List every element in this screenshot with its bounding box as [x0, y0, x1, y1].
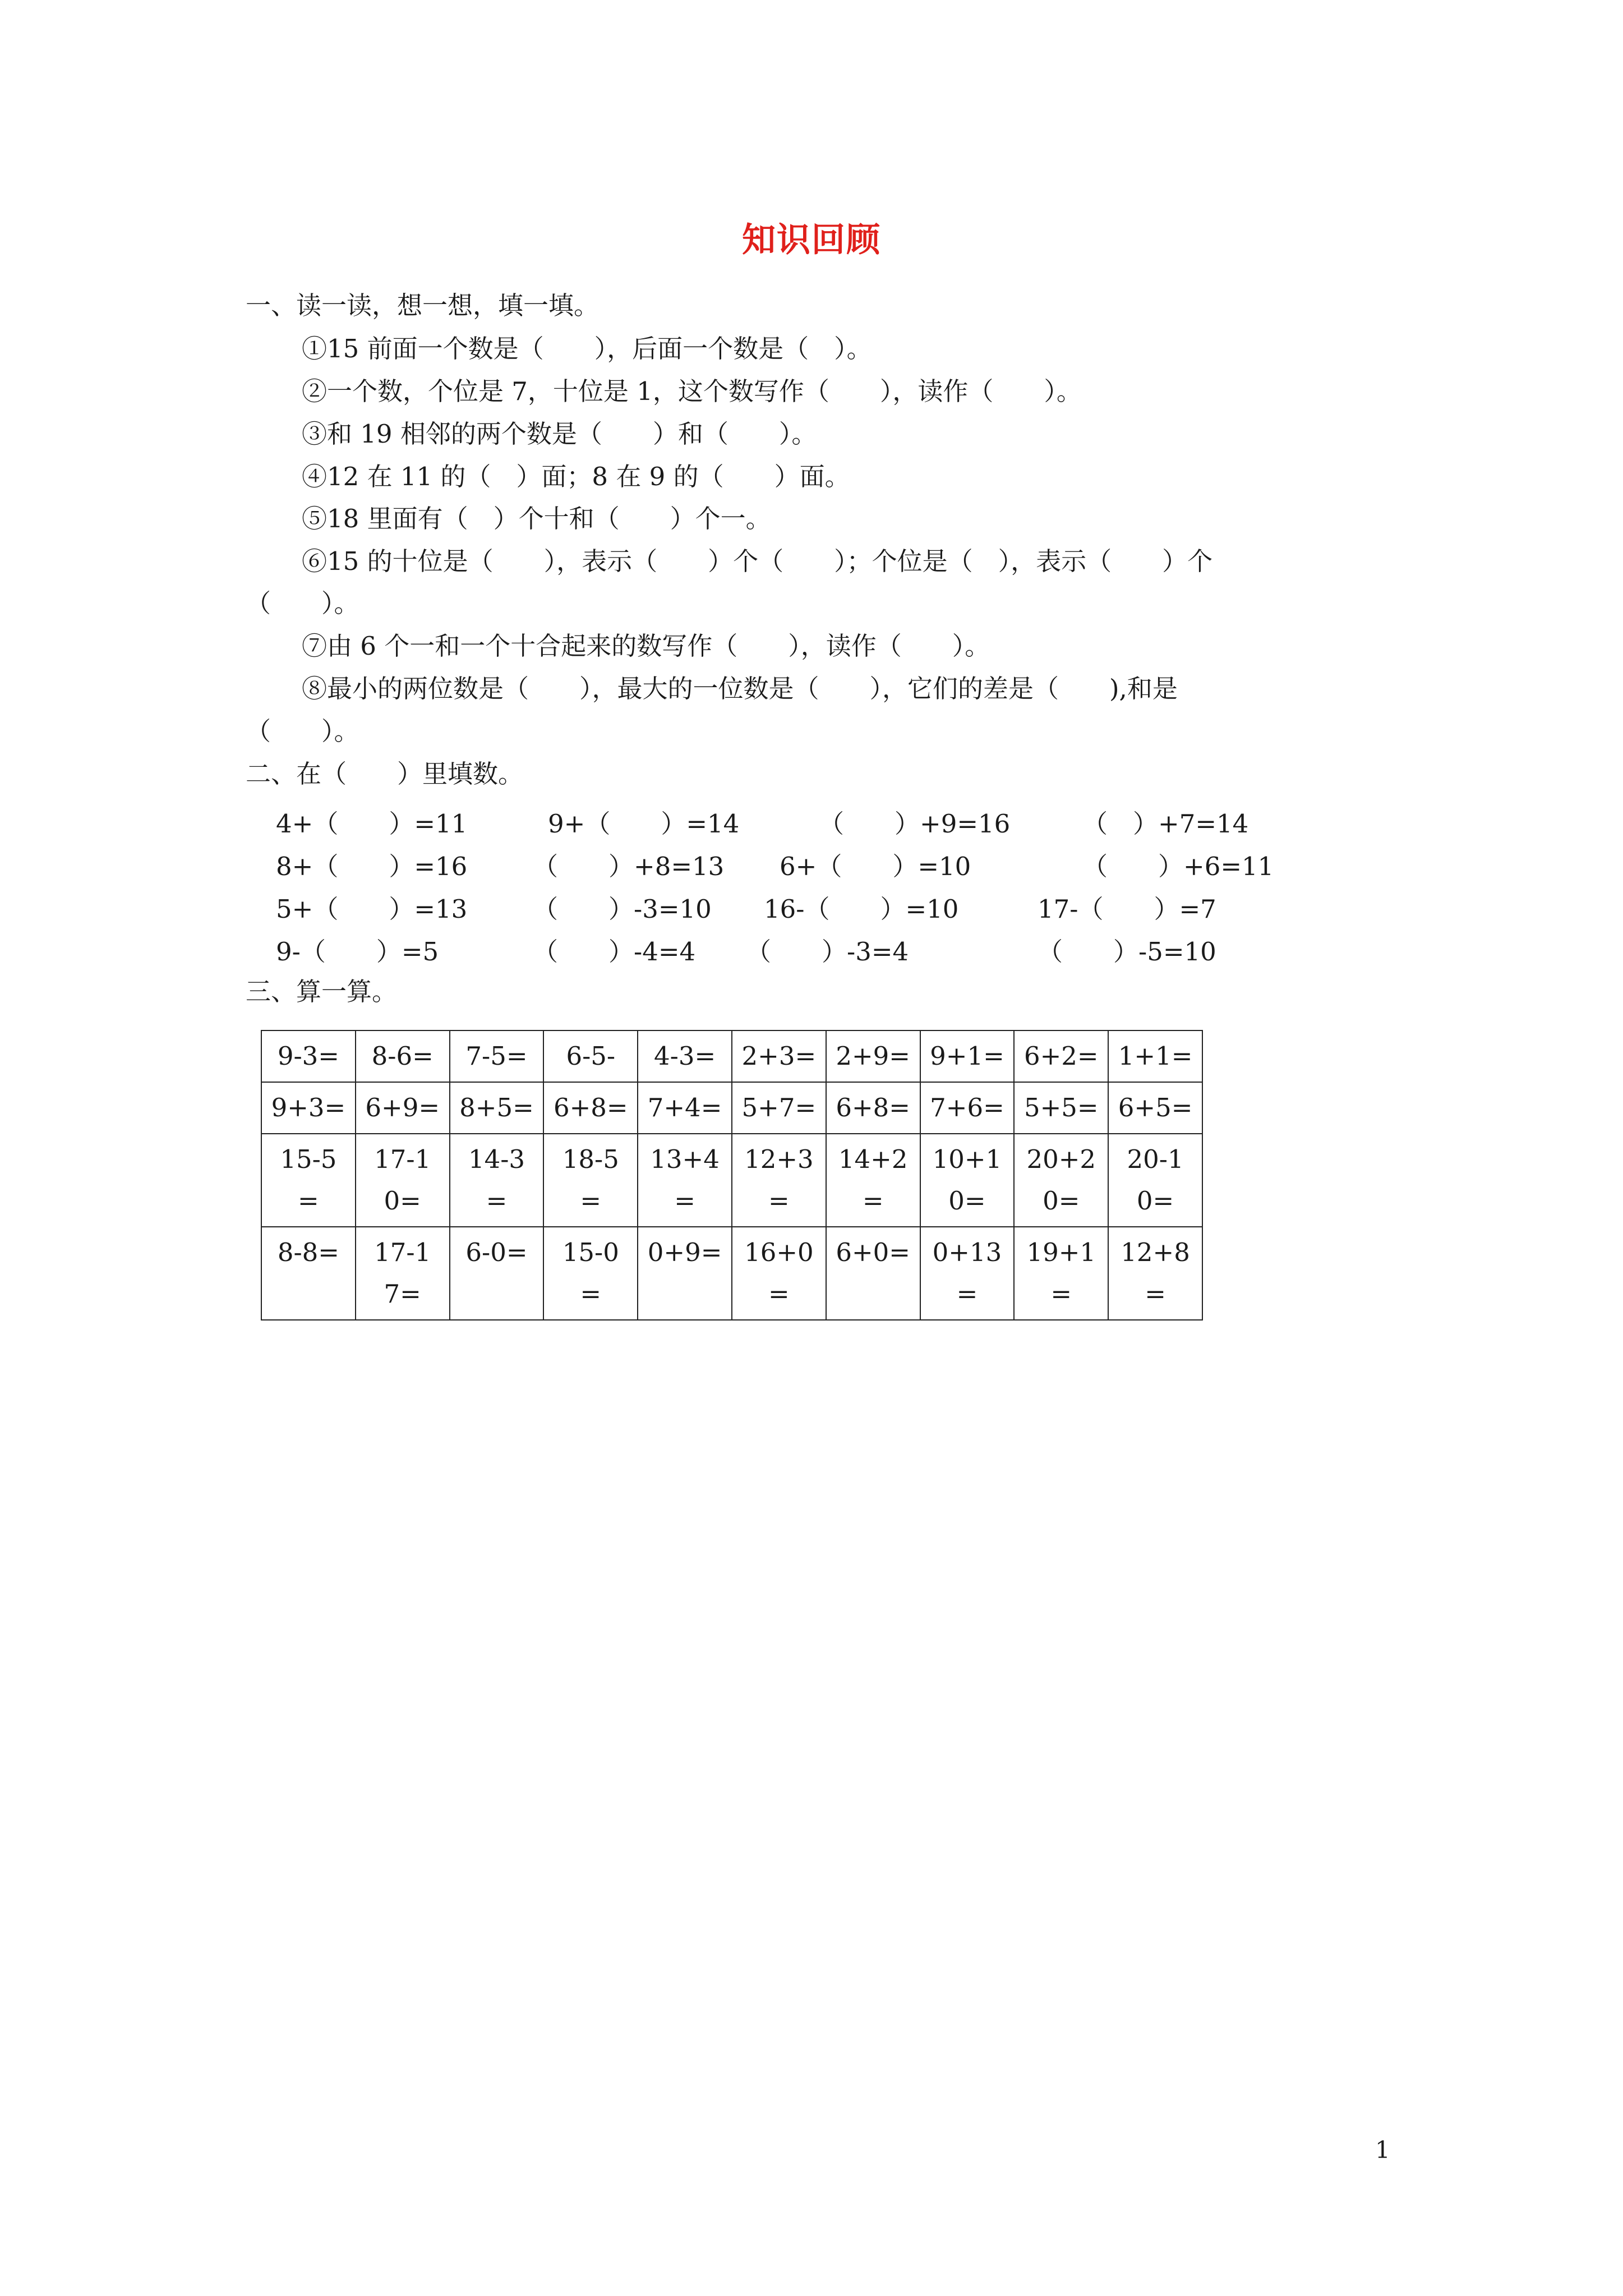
equation: （ ）+7=14 [1082, 809, 1249, 839]
cell-line: = [768, 1186, 790, 1216]
equation: （ ）-4=4 [533, 937, 696, 967]
cell-line: 14-3 [468, 1144, 525, 1174]
cell-line: = [580, 1279, 602, 1309]
cell-line: = [1145, 1279, 1166, 1309]
table-cell [1014, 1134, 1108, 1227]
cell-line: = [1050, 1279, 1072, 1309]
table-cell [261, 1082, 356, 1134]
cell-line: 2+9= [836, 1041, 911, 1071]
table-cell [920, 1030, 1015, 1082]
cell-line: 12+8 [1121, 1237, 1190, 1267]
cell-line: 16+0 [744, 1237, 814, 1267]
equation: 8+（ ）=16 [276, 852, 468, 881]
cell-line: 7+6= [930, 1093, 1004, 1122]
table-cell [450, 1082, 544, 1134]
table-row [261, 1030, 1202, 1082]
table-cell [638, 1082, 732, 1134]
table-cell [1108, 1030, 1202, 1082]
table-cell [1108, 1227, 1202, 1320]
table-cell [356, 1134, 450, 1227]
question-6-continued: （ ）。 [246, 588, 359, 618]
question-4: ④12 在 11 的（ ）面；8 在 9 的（ ）面。 [302, 462, 850, 491]
question-7: ⑦由 6 个一和一个十合起来的数写作（ ），读作（ ）。 [302, 631, 990, 661]
table-cell [920, 1134, 1015, 1227]
cell-line: = [580, 1186, 602, 1216]
cell-line: 6+5= [1118, 1093, 1193, 1122]
table-cell [1014, 1030, 1108, 1082]
cell-line: 20-1 [1127, 1144, 1184, 1174]
table-cell [543, 1030, 638, 1082]
equation: 17-（ ）=7 [1038, 894, 1216, 924]
calculation-table [261, 1030, 1203, 1320]
table-cell [638, 1134, 732, 1227]
table-cell [920, 1227, 1015, 1320]
cell-line: 0= [1136, 1186, 1174, 1216]
table-cell [543, 1227, 638, 1320]
cell-line: 8-8= [277, 1237, 339, 1267]
cell-line: 6-0= [465, 1237, 528, 1267]
cell-line: 2+3= [741, 1041, 817, 1071]
equation: （ ）+8=13 [533, 852, 725, 881]
table-cell [826, 1227, 920, 1320]
cell-line: 18-5 [562, 1144, 619, 1174]
cell-line: 0+9= [647, 1237, 722, 1267]
question-5: ⑤18 里面有（ ）个十和（ ）个一。 [302, 504, 771, 533]
cell-line: 13+4 [650, 1144, 720, 1174]
question-6: ⑥15 的十位是（ ），表示（ ）个（ ）；个位是（ ），表示（ ）个 [302, 546, 1213, 576]
cell-line: 6+2= [1023, 1041, 1099, 1071]
section-1-heading: 一、读一读，想一想，填一填。 [246, 291, 600, 320]
cell-line: 4-3= [654, 1041, 716, 1071]
cell-line: = [862, 1186, 884, 1216]
cell-line: 0= [948, 1186, 986, 1216]
table-cell [356, 1082, 450, 1134]
cell-line: 1+1= [1118, 1041, 1193, 1071]
table-cell [261, 1030, 356, 1082]
equation: （ ）+6=11 [1082, 852, 1274, 881]
table-cell [920, 1082, 1015, 1134]
question-8: ⑧最小的两位数是（ ），最大的一位数是（ ），它们的差是（ ),和是 [302, 674, 1178, 703]
cell-line: = [768, 1279, 790, 1309]
table-cell [732, 1134, 826, 1227]
cell-line: 9+1= [930, 1041, 1004, 1071]
cell-line: 20+2 [1026, 1144, 1096, 1174]
equation: 5+（ ）=13 [276, 894, 468, 924]
equation: 16-（ ）=10 [764, 894, 959, 924]
question-1: ①15 前面一个数是（ ），后面一个数是（ ）。 [302, 334, 872, 364]
cell-line: 6+8= [836, 1093, 911, 1122]
cell-line: 9+3= [271, 1093, 346, 1122]
table-cell [356, 1227, 450, 1320]
cell-line: 0+13 [932, 1237, 1002, 1267]
table-cell [826, 1082, 920, 1134]
table-cell [1108, 1082, 1202, 1134]
table-cell [732, 1030, 826, 1082]
table-cell [638, 1030, 732, 1082]
cell-line: = [674, 1186, 695, 1216]
page-number: 1 [1375, 2136, 1390, 2164]
equation: 4+（ ）=11 [276, 809, 468, 839]
table-row [261, 1134, 1202, 1227]
equation: （ ）+9=16 [819, 809, 1011, 839]
cell-line: 10+1 [932, 1144, 1002, 1174]
table-cell [1014, 1227, 1108, 1320]
equation: （ ）-3=10 [533, 894, 712, 924]
question-8-continued: （ ）。 [246, 716, 359, 746]
equation: （ ）-5=10 [1038, 937, 1216, 967]
cell-line: 8+5= [459, 1093, 534, 1122]
table-cell [261, 1227, 356, 1320]
table-cell [356, 1030, 450, 1082]
question-3: ③和 19 相邻的两个数是（ ）和（ ）。 [302, 419, 817, 449]
cell-line: 15-0 [562, 1237, 619, 1267]
equation: （ ）-3=4 [746, 937, 909, 967]
table-row [261, 1082, 1202, 1134]
question-2: ②一个数，个位是 7，十位是 1，这个数写作（ ），读作（ ）。 [302, 376, 1082, 406]
cell-line: = [486, 1186, 508, 1216]
cell-line: 15-5 [280, 1144, 337, 1174]
equation: 9+（ ）=14 [548, 809, 740, 839]
table-cell [543, 1134, 638, 1227]
cell-line: 19+1 [1026, 1237, 1096, 1267]
equation: 6+（ ）=10 [780, 852, 971, 881]
cell-line: 6+8= [553, 1093, 628, 1122]
cell-line: 14+2 [838, 1144, 908, 1174]
cell-line: 5+5= [1023, 1093, 1099, 1122]
cell-line: 17-1 [374, 1237, 431, 1267]
table-cell [450, 1134, 544, 1227]
table-cell [1108, 1134, 1202, 1227]
cell-line: = [956, 1279, 978, 1309]
cell-line: 17-1 [374, 1144, 431, 1174]
table-cell [826, 1134, 920, 1227]
cell-line: 6+9= [365, 1093, 440, 1122]
table-cell [1014, 1082, 1108, 1134]
cell-line: 7-5= [465, 1041, 528, 1071]
table-cell [638, 1227, 732, 1320]
table-cell [732, 1082, 826, 1134]
section-3-heading: 三、算一算。 [246, 977, 398, 1006]
cell-line: 6+0= [836, 1237, 911, 1267]
cell-line: 12+3 [744, 1144, 814, 1174]
table-cell [543, 1082, 638, 1134]
table-row [261, 1227, 1202, 1320]
table-cell [450, 1227, 544, 1320]
cell-line: 7+4= [647, 1093, 722, 1122]
cell-line: = [298, 1186, 319, 1216]
cell-line: 7= [384, 1279, 421, 1309]
table-cell [450, 1030, 544, 1082]
cell-line: 6-5- [566, 1041, 616, 1071]
page-title: 知识回顾 [742, 220, 881, 260]
table-cell [732, 1227, 826, 1320]
table-cell [261, 1134, 356, 1227]
equation: 9-（ ）=5 [276, 937, 439, 967]
cell-line: 0= [384, 1186, 421, 1216]
cell-line: 8-6= [371, 1041, 434, 1071]
cell-line: 5+7= [741, 1093, 817, 1122]
table-cell [826, 1030, 920, 1082]
cell-line: 9-3= [277, 1041, 339, 1071]
cell-line: 0= [1043, 1186, 1080, 1216]
section-2-heading: 二、在（ ）里填数。 [246, 759, 524, 789]
